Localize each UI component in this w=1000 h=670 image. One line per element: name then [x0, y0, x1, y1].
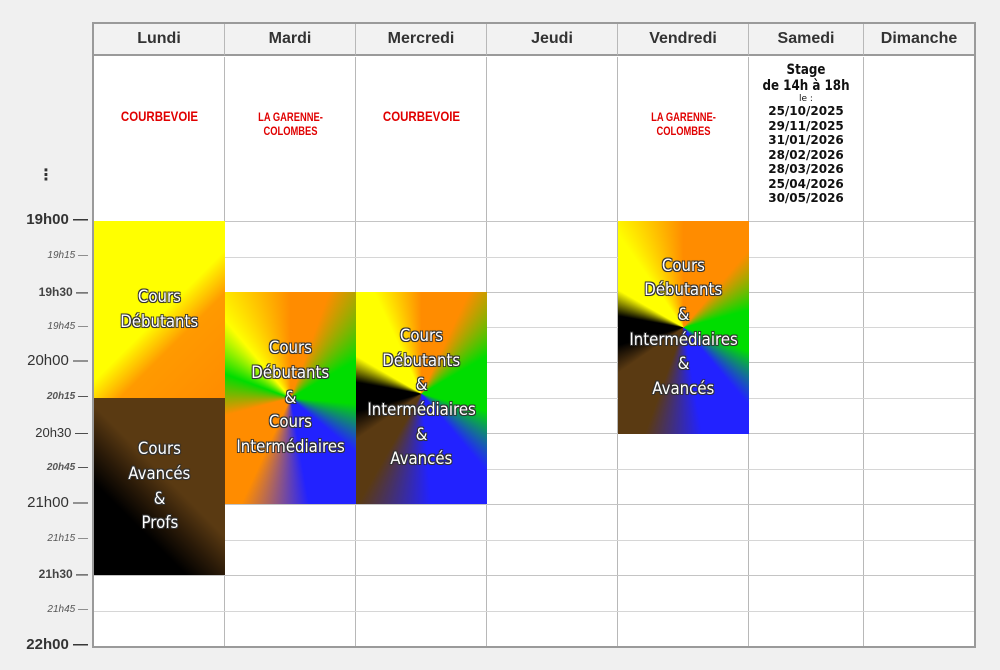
- course-text: Débutants: [644, 280, 723, 301]
- course-text: Cours: [137, 286, 182, 307]
- day-header-jeudi: Jeudi: [487, 24, 618, 56]
- time-label-22h00: 22h00 —: [26, 636, 88, 653]
- course-text: Débutants: [120, 311, 199, 332]
- course-text: &: [284, 387, 297, 408]
- course-text: Avancés: [652, 378, 715, 399]
- course-block-vendredi: [618, 221, 749, 434]
- course-block-mercredi: [356, 292, 487, 504]
- time-label-19h15: 19h15 —: [47, 250, 88, 261]
- day-header-samedi: Samedi: [749, 24, 864, 56]
- time-label-21h15: 21h15 —: [47, 533, 88, 544]
- course-text: Cours: [268, 338, 313, 359]
- time-label-20h15: 20h15 —: [46, 391, 88, 402]
- grid-line: [94, 540, 974, 541]
- location-vendredi: LA GARENNE-COLOMBES: [651, 110, 716, 138]
- location-mardi: LA GARENNE-COLOMBES: [258, 110, 323, 138]
- course-text: Intermédiaires: [367, 400, 476, 420]
- course-block-lundi-debutants: [94, 221, 225, 398]
- stage-date: 28/03/2026: [768, 162, 844, 176]
- day-header-dimanche: Dimanche: [864, 24, 974, 56]
- time-label-19h00: 19h00 —: [26, 211, 88, 228]
- stage-date: 25/04/2026: [768, 176, 844, 191]
- day-header-mardi: Mardi: [225, 24, 356, 56]
- course-text: Avancés: [128, 463, 191, 484]
- stage-date: 28/02/2026: [768, 147, 844, 162]
- stage-info: [750, 62, 862, 206]
- course-text: &: [677, 354, 690, 375]
- stage-date: 31/01/2026: [768, 133, 844, 147]
- time-label-21h30: 21h30 —: [38, 567, 88, 581]
- stage-date: 30/05/2026: [768, 191, 844, 205]
- grid-line: [94, 611, 974, 612]
- course-text: &: [415, 375, 428, 396]
- day-header-lundi: Lundi: [94, 24, 225, 56]
- stage-title: Stage: [786, 62, 826, 78]
- course-text: Intermédiaires: [629, 329, 738, 350]
- course-text: Intermédiaires: [236, 436, 345, 457]
- grid-line: [94, 257, 974, 258]
- course-text: Cours: [137, 439, 182, 460]
- grid-line: [94, 221, 974, 222]
- stage-le: le :: [799, 94, 813, 104]
- course-text: Débutants: [382, 350, 461, 371]
- course-text: &: [415, 424, 428, 445]
- stage-hours: de 14h à 18h: [762, 78, 850, 94]
- time-label-20h45: 20h45 —: [46, 462, 88, 473]
- grid-line: [94, 504, 974, 505]
- course-text: &: [677, 304, 690, 325]
- course-text: Cours: [268, 412, 313, 433]
- course-text: Avancés: [390, 449, 453, 470]
- course-block-lundi-avances: [94, 398, 225, 575]
- time-label-20h00: 20h00 —: [27, 352, 88, 369]
- grid-line: [94, 575, 974, 576]
- time-label-19h45: 19h45 —: [47, 321, 88, 332]
- day-column-jeudi: [487, 57, 618, 646]
- course-text: Profs: [141, 513, 178, 534]
- course-text: Cours: [661, 255, 706, 276]
- time-label-21h45: 21h45 —: [47, 604, 88, 615]
- course-text: Débutants: [251, 363, 330, 384]
- day-header-mercredi: Mercredi: [356, 24, 487, 56]
- location-mercredi: COURBEVOIE: [382, 108, 461, 124]
- course-text: &: [153, 488, 166, 509]
- day-header-vendredi: Vendredi: [618, 24, 749, 56]
- time-label-19h30: 19h30 —: [38, 285, 88, 299]
- course-text: Cours: [399, 326, 444, 347]
- time-label-20h30: 20h30 —: [35, 425, 88, 440]
- ellipsis-icon: ⋮: [38, 167, 54, 184]
- course-block-mardi: [225, 292, 356, 504]
- stage-date: 25/10/2025: [768, 104, 844, 118]
- time-label-21h00: 21h00 —: [27, 494, 88, 511]
- stage-date: 29/11/2025: [768, 118, 844, 133]
- location-lundi: COURBEVOIE: [120, 108, 199, 124]
